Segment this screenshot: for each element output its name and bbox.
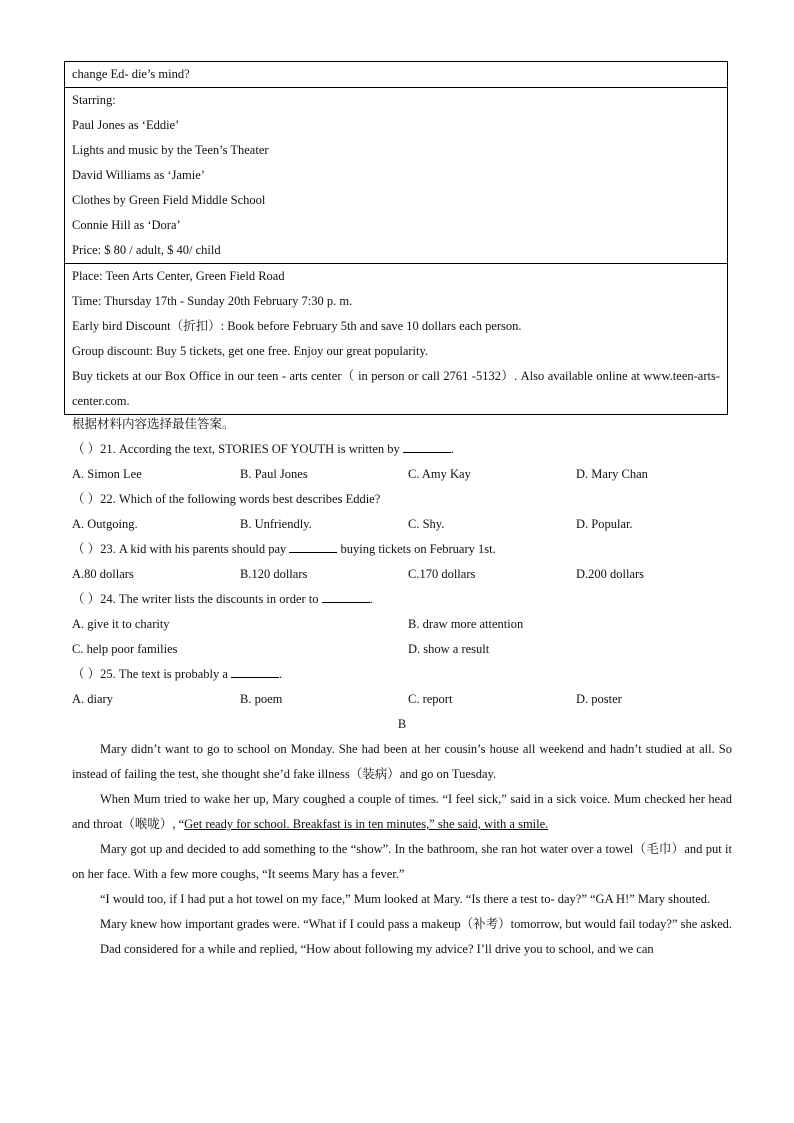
price-line: Price: $ 80 / adult, $ 40/ child [72, 243, 221, 257]
option-c: C. Shy. [408, 517, 445, 531]
option-a: A. Simon Lee [72, 467, 142, 481]
cast-line: Connie Hill as ‘Dora’ [72, 218, 181, 232]
option-c: C. help poor families [72, 642, 178, 656]
answer-paren: （ ） [72, 667, 101, 681]
cast-line: Paul Jones as ‘Eddie’ [72, 118, 180, 132]
poster-top-line: change Ed- die’s mind? [65, 62, 727, 88]
option-d: D. Popular. [576, 517, 633, 531]
option-c: C. report [408, 692, 453, 706]
passage-paragraph [72, 787, 732, 837]
option-b: B. draw more attention [408, 617, 524, 631]
poster-cast-cell [65, 88, 727, 264]
section-heading: B [397, 717, 407, 731]
passage-paragraph: “I would too, if I had put a hot towel on my face,” Mum looked at Mary. “Is there a test to- day?” “GA H!” Mary shouted. [100, 892, 711, 906]
option-b: B. poem [240, 692, 283, 706]
underlined-sentence: Get ready for school. Breakfast is in ten minutes,” she said, with a smile. [184, 817, 549, 831]
option-b: B.120 dollars [240, 567, 308, 581]
options-25 [72, 687, 732, 712]
options-24-ab [72, 612, 732, 637]
option-d: D. show a result [408, 642, 490, 656]
poster-info-cell [65, 264, 727, 414]
question-22 [72, 487, 732, 512]
option-a: A. Outgoing. [72, 517, 138, 531]
passage-paragraph: Dad considered for a while and replied, “How about following my advice? I’ll drive you to school, and we can [100, 942, 654, 956]
question-end: . [279, 667, 283, 681]
answer-paren: （ ） [72, 592, 101, 606]
cast-line: Lights and music by the Teen’s Theater [72, 143, 269, 157]
options-23 [72, 562, 732, 587]
early-bird-line: Early bird Discount（折扣）: Book before February 5th and save 10 dollars each person. [72, 319, 522, 333]
answer-paren: （ ） [72, 492, 101, 506]
answer-blank [403, 440, 451, 453]
option-b: B. Paul Jones [240, 467, 308, 481]
time-line: Time: Thursday 17th - Sunday 20th February 7:30 p. m. [72, 294, 353, 308]
option-d: D. Mary Chan [576, 467, 648, 481]
passage-paragraph: Mary didn’t want to go to school on Monday. She had been at her cousin’s house all weekend and hadn’t studied at all. So instead of failing the test, she thought she’d fake illness（装病）and go on Tuesday. [72, 742, 732, 781]
option-c: C.170 dollars [408, 567, 476, 581]
options-24-cd [72, 637, 732, 662]
question-24 [72, 587, 732, 612]
answer-blank [231, 665, 279, 678]
place-line: Place: Teen Arts Center, Green Field Road [72, 269, 285, 283]
question-21 [72, 437, 732, 462]
options-21 [72, 462, 732, 487]
passage-paragraph: Mary got up and decided to add something to the “show”. In the bathroom, she ran hot water over a towel（毛巾）and put it on her face. With a few more coughs, “It seems Mary has a fever.” [72, 842, 732, 881]
question-end: buying tickets on February 1st. [337, 542, 496, 556]
answer-blank [289, 540, 337, 553]
questions-block [72, 412, 732, 962]
question-23 [72, 537, 732, 562]
question-end: . [369, 592, 373, 606]
option-a: A.80 dollars [72, 567, 134, 581]
answer-blank [322, 590, 370, 603]
group-discount-line: Group discount: Buy 5 tickets, get one free. Enjoy our great popularity. [72, 344, 429, 358]
question-stem: 24. The writer lists the discounts in order to [100, 592, 319, 606]
option-a: A. give it to charity [72, 617, 170, 631]
question-stem: 25. The text is probably a [100, 667, 228, 681]
cast-line: Starring: [72, 93, 116, 107]
box-office-line: Buy tickets at our Box Office in our teen - arts center（ in person or call 2761 -5132）. Also available online at www.teen-arts- center.com. [72, 369, 720, 408]
question-stem: 21. According the text, STORIES OF YOUTH is written by [100, 442, 400, 456]
question-end: . [450, 442, 455, 456]
question-25 [72, 662, 732, 687]
passage-paragraph: Mary knew how important grades were. “What if I could pass a makeup（补考）tomorrow, but would fail today?” she asked. [100, 917, 733, 931]
answer-paren: （ ） [72, 442, 101, 456]
option-d: D.200 dollars [576, 567, 645, 581]
question-stem: 22. Which of the following words best describes Eddie? [100, 492, 381, 506]
poster-table [64, 61, 728, 415]
answer-paren: （ ） [72, 542, 101, 556]
cast-line: David Williams as ‘Jamie’ [72, 168, 205, 182]
question-stem: 23. A kid with his parents should pay [100, 542, 287, 556]
cast-line: Clothes by Green Field Middle School [72, 193, 266, 207]
option-a: A. diary [72, 692, 113, 706]
option-b: B. Unfriendly. [240, 517, 312, 531]
instruction: 根据材料内容选择最佳答案。 [72, 417, 235, 431]
option-c: C. Amy Kay [408, 467, 471, 481]
passage-text: When Mum tried to wake her up, Mary coughed a couple of times. “I feel sick,” said in a sick voice. Mum checked her head and throat（喉咙）, “ [72, 792, 732, 831]
options-22 [72, 512, 732, 537]
option-d: D. poster [576, 692, 622, 706]
